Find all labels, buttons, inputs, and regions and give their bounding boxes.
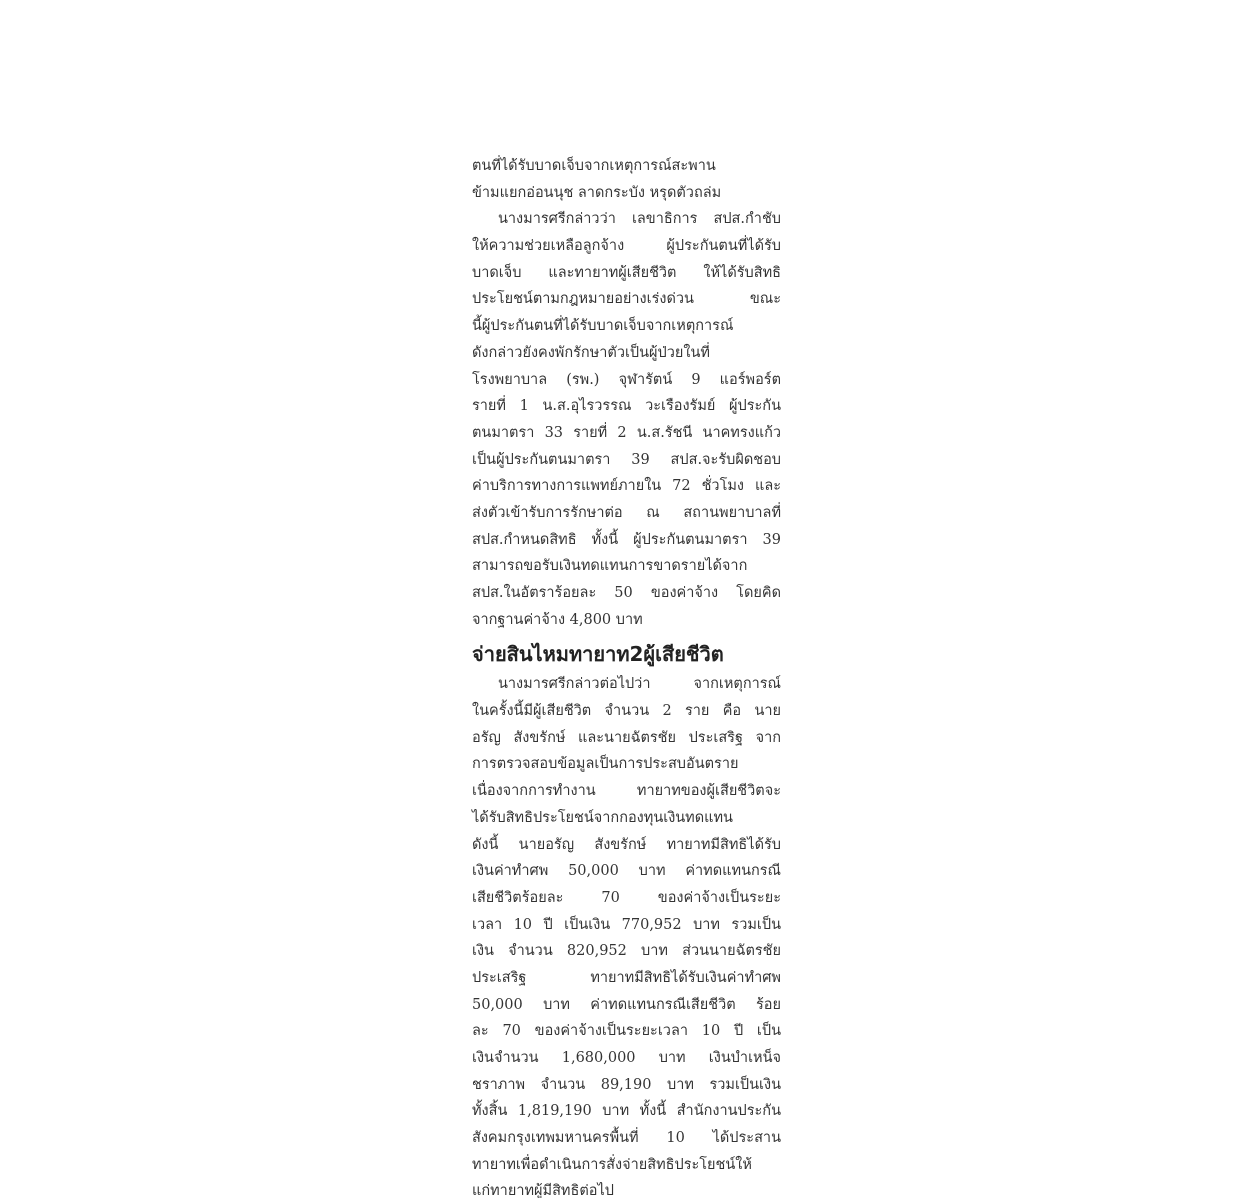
text-line: ได้รับสิทธิประโยชน์จากกองทุนเงินทดแทน	[472, 809, 733, 826]
text-line: ชราภาพ จำนวน 89,190 บาท รวมเป็นเงิน	[472, 1076, 781, 1093]
text-line: สังคมกรุงเทพมหานครพื้นที่ 10 ได้ประสาน	[472, 1130, 781, 1147]
text-line: จากฐานค่าจ้าง 4,800 บาท	[472, 611, 643, 628]
section-subheading: จ่ายสินไหมทายาท2ผู้เสียชีวิต	[472, 642, 724, 667]
text-line: โรงพยาบาล (รพ.) จุฬารัตน์ 9 แอร์พอร์ต	[472, 371, 781, 388]
text-line: ให้ความช่วยเหลือลูกจ้าง ผู้ประกันตนที่ได้รับ	[472, 238, 781, 255]
text-line: เงินค่าทำศพ 50,000 บาท ค่าทดแทนกรณี	[472, 863, 781, 880]
text-line: นางมารศรีกล่าวต่อไปว่า จากเหตุการณ์	[498, 676, 781, 693]
text-line: สามารถขอรับเงินทดแทนการขาดรายได้จาก	[472, 558, 748, 575]
text-line: เงิน จำนวน 820,952 บาท ส่วนนายฉัตรชัย	[472, 943, 781, 960]
text-line: ตนที่ได้รับบาดเจ็บจากเหตุการณ์สะพาน	[472, 158, 716, 174]
text-line: ดังกล่าวยังคงพักรักษาตัวเป็นผู้ป่วยในที่	[472, 344, 710, 361]
text-line: ละ 70 ของค่าจ้างเป็นระยะเวลา 10 ปี เป็น	[472, 1023, 781, 1040]
text-line: นางมารศรีกล่าวว่า เลขาธิการ สปส.กำชับ	[498, 211, 781, 228]
article-column	[472, 153, 781, 1198]
text-line: การตรวจสอบข้อมูลเป็นการประสบอันตราย	[472, 756, 739, 773]
text-line: ข้ามแยกอ่อนนุช ลาดกระบัง หรุดตัวถล่ม	[472, 184, 722, 201]
text-line: 50,000 บาท ค่าทดแทนกรณีเสียชีวิต ร้อย	[472, 996, 781, 1013]
paragraph-continued	[472, 153, 781, 206]
text-line: ตนมาตรา 33 รายที่ 2 น.ส.รัชนี นาคทรงแก้ว	[472, 424, 781, 441]
paragraph-2	[472, 206, 781, 633]
text-line: แก่ทายาทผู้มีสิทธิต่อไป	[472, 1183, 614, 1199]
text-line: ประเสริฐ ทายาทมีสิทธิได้รับเงินค่าทำศพ	[472, 969, 781, 986]
text-line: เวลา 10 ปี เป็นเงิน 770,952 บาท รวมเป็น	[472, 916, 781, 933]
text-line: บาดเจ็บ และทายาทผู้เสียชีวิต ให้ได้รับสิทธิ	[472, 264, 781, 281]
text-line: เสียชีวิตร้อยละ 70 ของค่าจ้างเป็นระยะ	[472, 889, 781, 906]
text-line: ทายาทเพื่อดำเนินการสั่งจ่ายสิทธิประโยชน์ให้	[472, 1156, 752, 1173]
text-line: ดังนี้ นายอรัญ สังขรักษ์ ทายาทมีสิทธิได้รับ	[472, 836, 781, 853]
text-line: นี้ผู้ประกันตนที่ได้รับบาดเจ็บจากเหตุการณ์	[472, 318, 734, 335]
text-line: สปส.ในอัตราร้อยละ 50 ของค่าจ้าง โดยคิด	[472, 585, 781, 601]
text-line: ส่งตัวเข้ารับการรักษาต่อ ณ สถานพยาบาลที่	[472, 504, 781, 521]
text-line: เงินจำนวน 1,680,000 บาท เงินบำเหน็จ	[472, 1050, 781, 1066]
text-line: ในครั้งนี้มีผู้เสียชีวิต จำนวน 2 ราย คือ นาย	[472, 703, 781, 720]
text-line: เป็นผู้ประกันตนมาตรา 39 สปส.จะรับผิดชอบ	[472, 451, 781, 468]
text-line: รายที่ 1 น.ส.อุไรวรรณ วะเรืองรัมย์ ผู้ประกัน	[472, 398, 781, 415]
text-line: ประโยชน์ตามกฎหมายอย่างเร่งด่วน ขณะ	[472, 291, 781, 308]
text-line: ทั้งสิ้น 1,819,190 บาท ทั้งนี้ สำนักงานประกัน	[472, 1103, 781, 1120]
text-line: ค่าบริการทางการแพทย์ภายใน 72 ชั่วโมง และ	[472, 478, 781, 495]
paragraph-3	[472, 671, 781, 1198]
text-line: สปส.กำหนดสิทธิ ทั้งนี้ ผู้ประกันตนมาตรา 39	[472, 531, 781, 548]
text-line: อรัญ สังขรักษ์ และนายฉัตรชัย ประเสริฐ จาก	[472, 729, 781, 746]
text-line: เนื่องจากการทำงาน ทายาทของผู้เสียชีวิตจะ	[472, 783, 781, 800]
